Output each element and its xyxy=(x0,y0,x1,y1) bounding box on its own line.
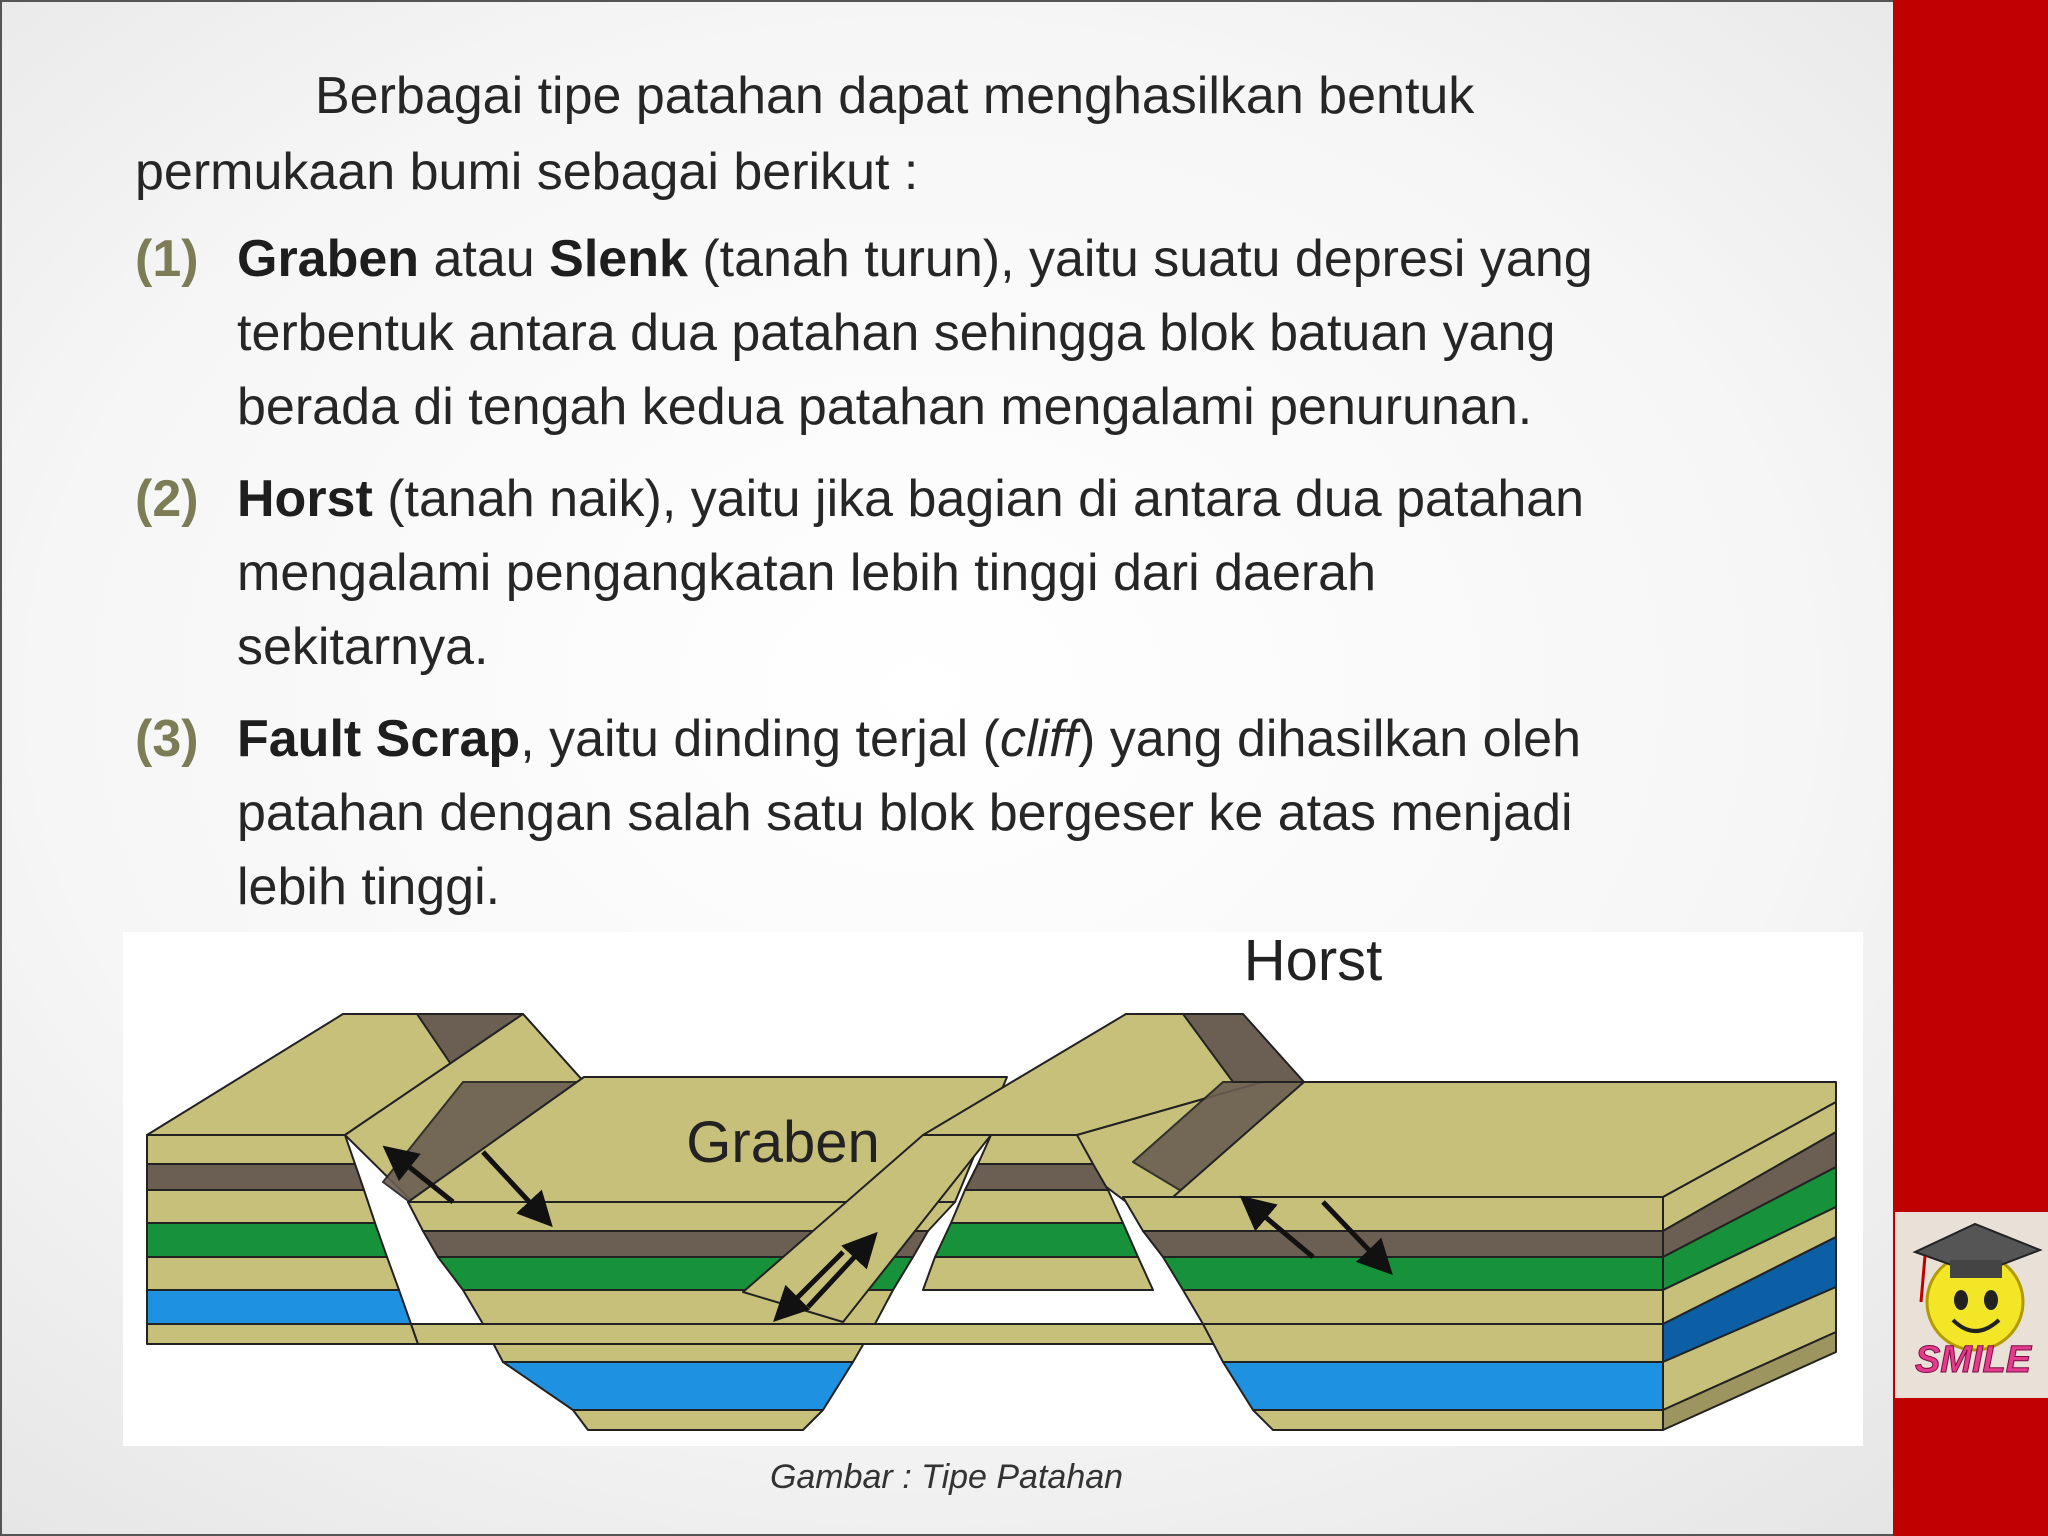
logo-text: SMILE xyxy=(1914,1339,2032,1381)
item-text: ) yang dihasilkan oleh xyxy=(1078,710,1581,768)
figure-caption: Gambar : Tipe Patahan xyxy=(769,1458,1124,1496)
item-number: (3) xyxy=(135,710,199,768)
fault-diagram-svg xyxy=(123,932,1863,1446)
term-slenk: Slenk xyxy=(549,230,688,288)
term-cliff: cliff xyxy=(1000,710,1078,768)
smile-logo xyxy=(1895,1212,2048,1398)
label-graben: Graben xyxy=(686,1110,880,1175)
item-number: (2) xyxy=(135,470,199,528)
item-text: mengalami pengangkatan lebih tinggi dari daerah xyxy=(237,544,1377,602)
item-text: berada di tengah kedua patahan mengalami penurunan. xyxy=(237,378,1533,436)
fault-diagram xyxy=(123,932,1863,1446)
intro-paragraph xyxy=(135,58,1735,210)
term-fault-scrap: Fault Scrap xyxy=(237,710,521,768)
term-horst: Horst xyxy=(237,470,373,528)
intro-line-2: permukaan bumi sebagai berikut : xyxy=(135,143,919,201)
item-text: (tanah turun), yaitu suatu depresi yang xyxy=(687,230,1593,288)
term-graben: Graben xyxy=(237,230,420,288)
smiley-graduate-icon xyxy=(1895,1212,2048,1398)
intro-line-1: Berbagai tipe patahan dapat menghasilkan bentuk xyxy=(315,67,1475,125)
item-text: (tanah naik), yaitu jika bagian di antara dua patahan xyxy=(372,470,1585,528)
item-number: (1) xyxy=(135,230,199,288)
item-text: sekitarnya. xyxy=(237,618,489,676)
item-text: , yaitu dinding terjal ( xyxy=(520,710,1000,768)
label-horst: Horst xyxy=(1243,932,1383,993)
item-text: patahan dengan salah satu blok bergeser ke atas menjadi xyxy=(237,784,1573,842)
item-text: terbentuk antara dua patahan sehingga blok batuan yang xyxy=(237,304,1556,362)
item-text: atau xyxy=(419,230,550,288)
item-text: lebih tinggi. xyxy=(237,858,501,916)
